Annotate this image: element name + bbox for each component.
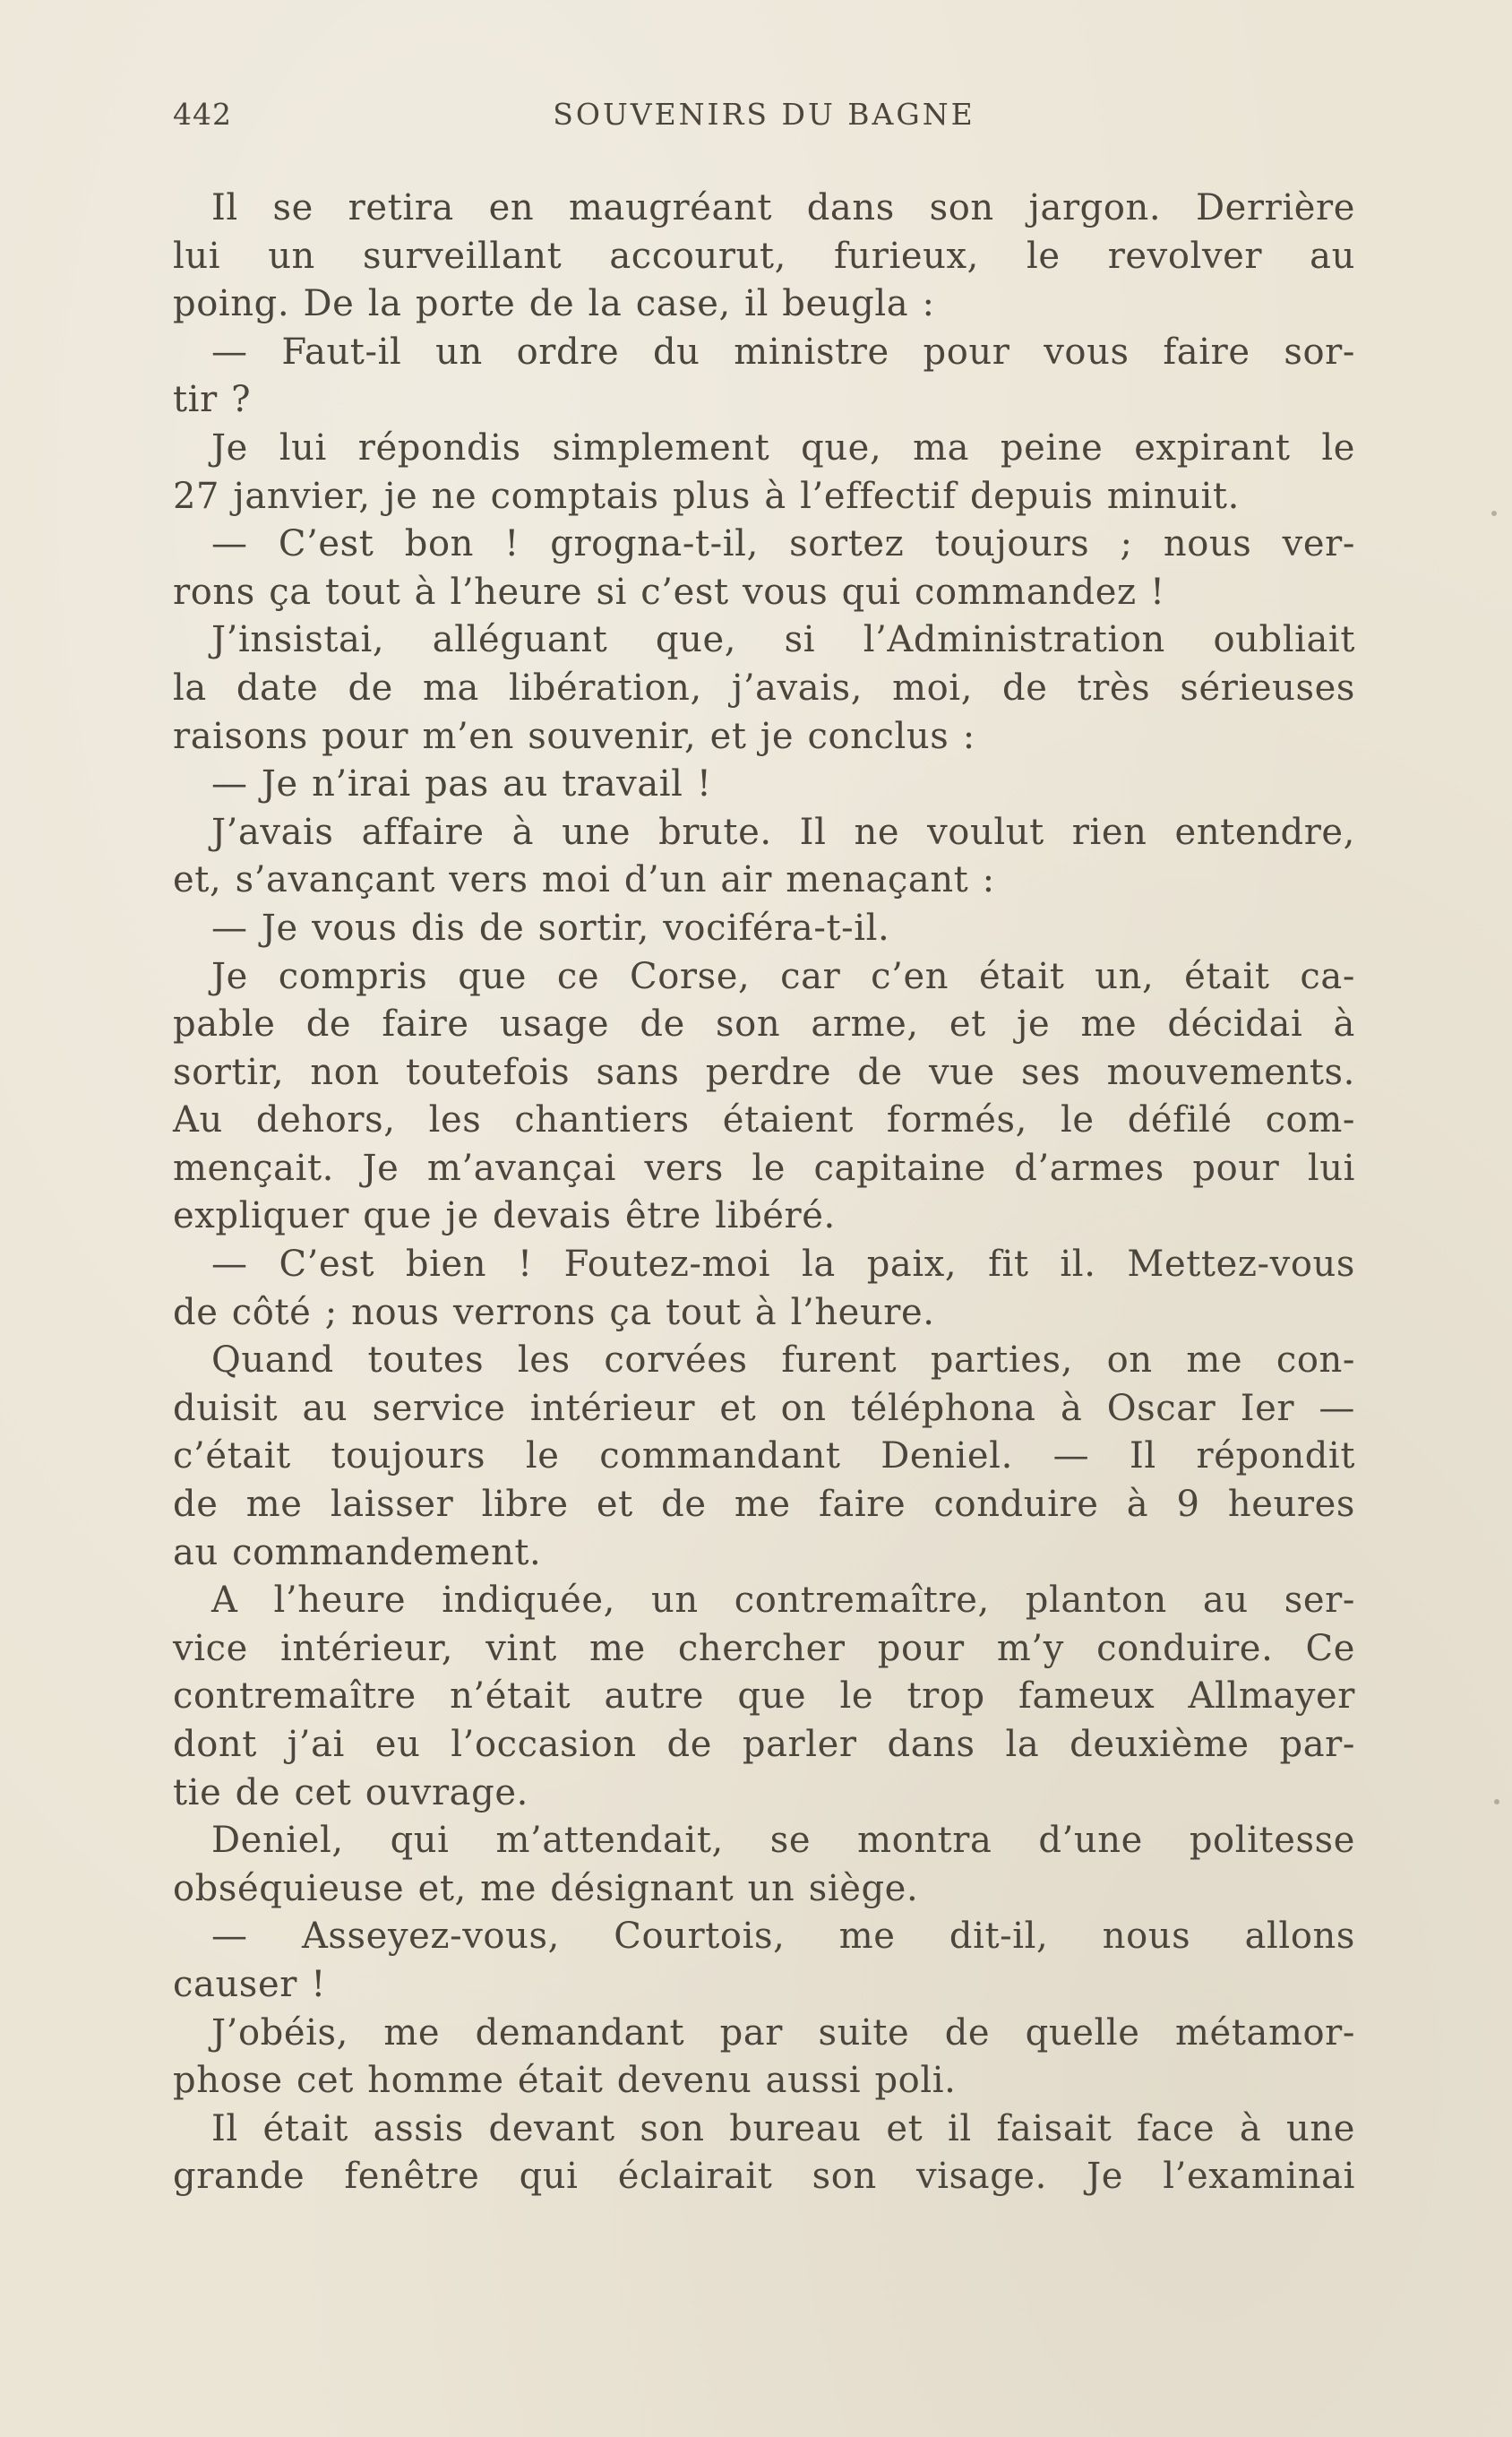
text-line: contremaître n’était autre que le trop fameux Allmayer [173,1675,1355,1718]
paper-speck [1491,511,1497,516]
text-line: J’obéis, me demandant par suite de quelle métamor- [211,2011,1355,2054]
text-line: J’avais affaire à une brute. Il ne voulut rien entendre, [211,811,1355,853]
text-line: c’était toujours le commandant Deniel. — Il répondit [173,1435,1355,1477]
text-line: Il était assis devant son bureau et il faisait face à une [211,2107,1355,2149]
text-line: de me laisser libre et de me faire conduire à 9 heures [173,1484,1355,1526]
text-line: pable de faire usage de son arme, et je me décidai à [173,1003,1355,1046]
text-line: 27 janvier, je ne comptais plus à l’effectif depuis minuit. [173,475,1240,517]
text-line: poing. De la porte de la case, il beugla : [173,283,935,325]
text-line: lui un surveillant accourut, furieux, le revolver au [173,235,1355,277]
paper-speck [1494,1799,1499,1804]
text-line: mençait. Je m’avançai vers le capitaine d’armes pour lui [173,1147,1355,1189]
text-line: — C’est bon ! grogna-t-il, sortez toujours ; nous ver- [211,523,1355,565]
text-line: Deniel, qui m’attendait, se montra d’une politesse [211,1820,1355,1862]
text-line: dont j’ai eu l’occasion de parler dans la deuxième par- [173,1724,1355,1765]
text-line: — Je n’irai pas au travail ! [211,763,712,805]
text-line: raisons pour m’en souvenir, et je conclus : [173,715,975,757]
running-title: SOUVENIRS DU BAGNE [553,97,975,132]
text-line: obséquieuse et, me désignant un siège. [173,1867,919,1909]
body-text [173,185,1355,2201]
text-line: Il se retira en maugréant dans son jargon. Derrière [211,187,1355,228]
text-line: expliquer que je devais être libéré. [173,1195,836,1237]
text-line: rons ça tout à l’heure si c’est vous qui commandez ! [173,571,1165,613]
text-line: causer ! [173,1963,326,2005]
text-line: duisit au service intérieur et on téléphona à Oscar Ier — [173,1387,1355,1429]
text-line: Quand toutes les corvées furent parties, on me con- [211,1339,1355,1382]
text-line: — Je vous dis de sortir, vociféra-t-il. [211,907,890,949]
text-line: — Faut-il un ordre du ministre pour vous faire sor- [211,331,1355,373]
text-line: phose cet homme était devenu aussi poli. [173,2060,957,2102]
running-head [173,97,1355,142]
text-line: J’insistai, alléguant que, si l’Administration oubliait [211,619,1355,661]
page-number: 442 [173,97,232,132]
text-line: Au dehors, les chantiers étaient formés, le défilé com- [173,1099,1355,1141]
text-line: de côté ; nous verrons ça tout à l’heure. [173,1291,935,1333]
text-line: tie de cet ouvrage. [173,1771,528,1813]
text-line: — Asseyez-vous, Courtois, me dit-il, nous allons [211,1916,1355,1958]
text-line: au commandement. [173,1531,542,1573]
text-line: tir ? [173,379,252,421]
text-line: la date de ma libération, j’avais, moi, de très sérieuses [173,667,1355,709]
text-line: grande fenêtre qui éclairait son visage. Je l’examinai [173,2156,1355,2198]
text-line: A l’heure indiquée, un contremaître, planton au ser- [211,1580,1355,1622]
text-line: et, s’avançant vers moi d’un air menaçant : [173,859,995,901]
text-line: Je lui répondis simplement que, ma peine expirant le [211,426,1355,469]
text-line: sortir, non toutefois sans perdre de vue ses mouvements. [173,1051,1355,1093]
text-line: vice intérieur, vint me chercher pour m’y conduire. Ce [173,1627,1355,1669]
text-line: — C’est bien ! Foutez-moi la paix, fit il. Mettez-vous [211,1244,1355,1286]
text-line: Je compris que ce Corse, car c’en était un, était ca- [211,955,1355,997]
